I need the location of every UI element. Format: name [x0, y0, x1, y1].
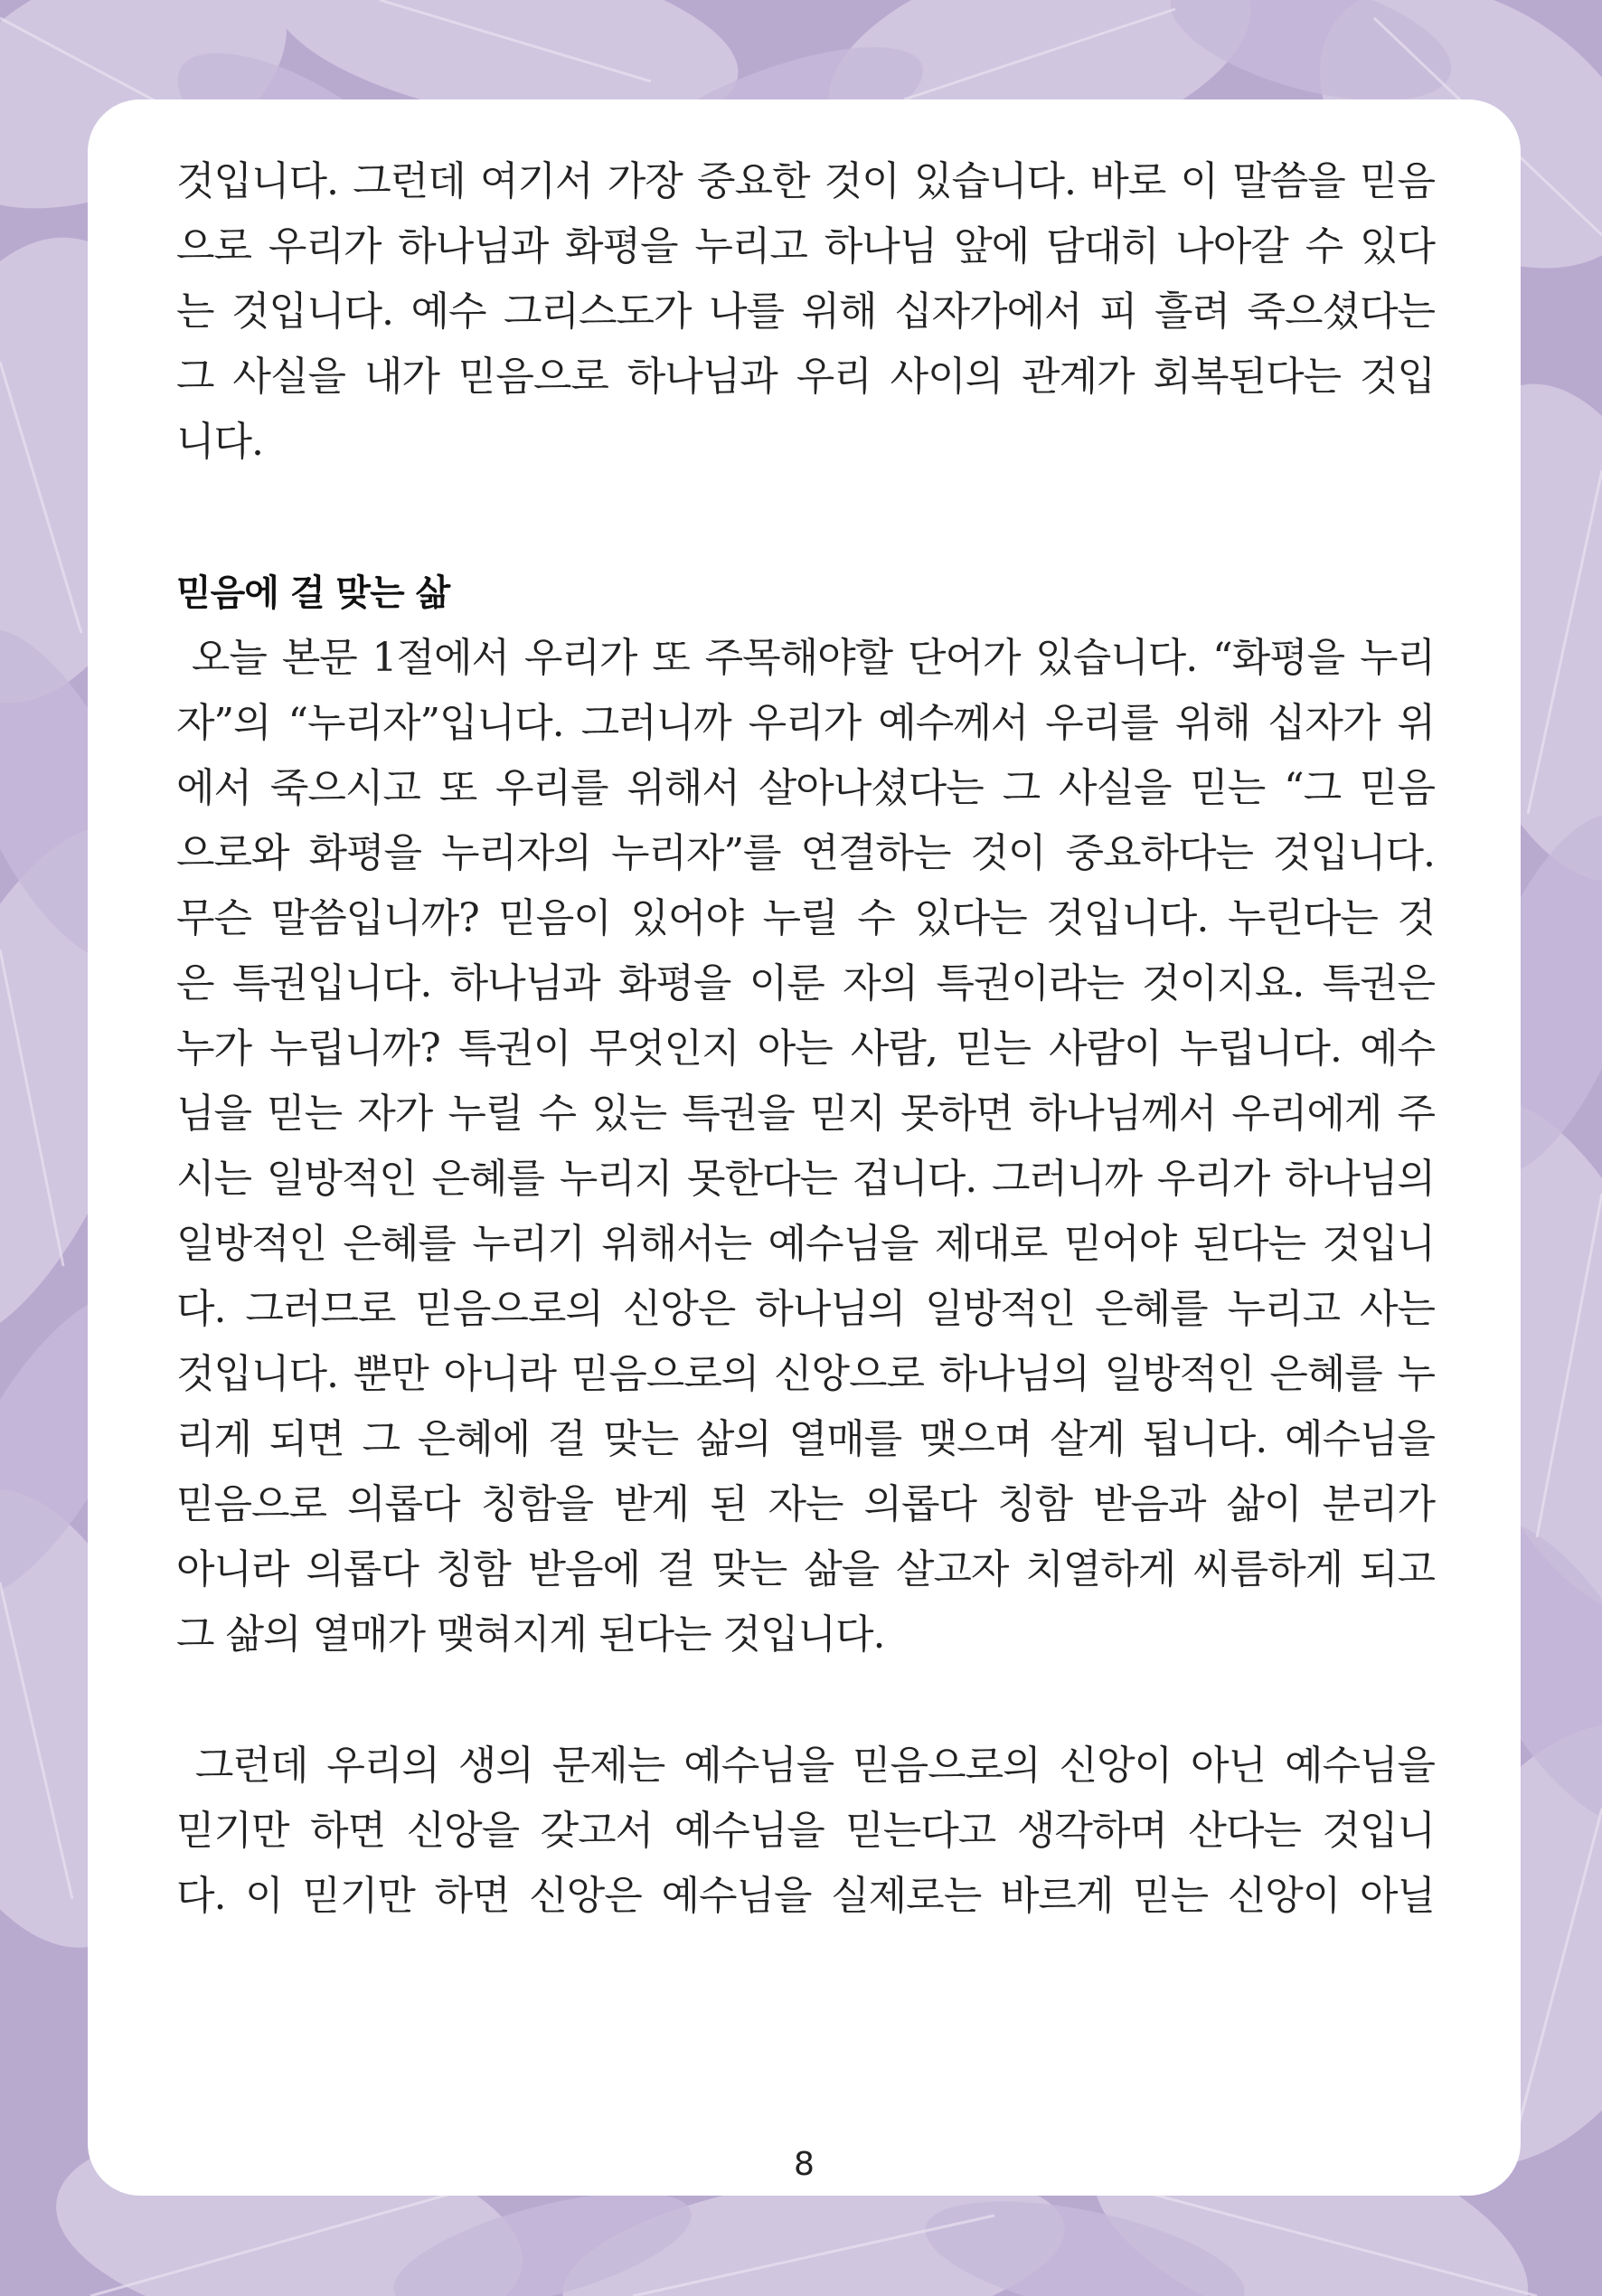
- text-line: 그런데 우리의 생의 문제는 예수님을 믿음으로의 신앙이 아닌 예수님을: [176, 1743, 1435, 1789]
- text-line: 다. 이 믿기만 하면 신앙은 예수님을 실제로는 바르게 믿는 신앙이 아닐: [176, 1873, 1435, 1919]
- page-card: [88, 99, 1521, 2196]
- page-number: 8: [794, 2146, 815, 2183]
- text-line: 일방적인 은혜를 누리기 위해서는 예수님을 제대로 믿어야 된다는 것입니: [176, 1221, 1435, 1267]
- text-line: 그 삶의 열매가 맺혀지게 된다는 것입니다.: [176, 1611, 885, 1658]
- page-body: [176, 149, 1435, 1929]
- text-line: 믿기만 하면 신앙을 갖고서 예수님을 믿는다고 생각하며 산다는 것입니: [176, 1808, 1435, 1854]
- text-line: 시는 일방적인 은혜를 누리지 못한다는 겁니다. 그러니까 우리가 하나님의: [176, 1156, 1435, 1202]
- text-line: 은 특권입니다. 하나님과 화평을 이룬 자의 특권이라는 것이지요. 특권은: [176, 960, 1435, 1006]
- text-line: 에서 죽으시고 또 우리를 위해서 살아나셨다는 그 사실을 믿는 “그 믿음: [176, 765, 1435, 811]
- section-heading: 믿음에 걸 맞는 삶: [176, 572, 450, 614]
- text-line: 그 사실을 내가 믿음으로 하나님과 우리 사이의 관계가 회복된다는 것입: [176, 354, 1435, 400]
- text-line: 것입니다. 뿐만 아니라 믿음으로의 신앙으로 하나님의 일방적인 은혜를 누: [176, 1351, 1435, 1397]
- paragraph-1: [176, 149, 1435, 475]
- text-line: 아니라 의롭다 칭함 받음에 걸 맞는 삶을 살고자 치열하게 씨름하게 되고: [176, 1546, 1435, 1592]
- text-line: 으로와 화평을 누리자의 누리자”를 연결하는 것이 중요하다는 것입니다.: [176, 830, 1435, 876]
- text-line: 는 것입니다. 예수 그리스도가 나를 위해 십자가에서 피 흘려 죽으셨다는: [176, 288, 1435, 335]
- text-line: 니다.: [176, 419, 263, 465]
- text-line: 무슨 말씀입니까? 믿음이 있어야 누릴 수 있다는 것입니다. 누린다는 것: [176, 895, 1435, 941]
- text-line: 님을 믿는 자가 누릴 수 있는 특권을 믿지 못하면 하나님께서 우리에게 주: [176, 1091, 1435, 1137]
- text-line: 으로 우리가 하나님과 화평을 누리고 하나님 앞에 담대히 나아갈 수 있다: [176, 223, 1435, 269]
- text-line: 자”의 “누리자”입니다. 그러니까 우리가 예수께서 우리를 위해 십자가 위: [176, 700, 1435, 746]
- text-line: 믿음으로 의롭다 칭함을 받게 된 자는 의롭다 칭함 받음과 삶이 분리가: [176, 1481, 1435, 1527]
- text-line: 것입니다. 그런데 여기서 가장 중요한 것이 있습니다. 바로 이 말씀을 믿음: [176, 158, 1435, 204]
- text-line: 오늘 본문 1절에서 우리가 또 주목해야할 단어가 있습니다. “화평을 누리: [176, 635, 1435, 681]
- paragraph-2: [176, 626, 1435, 1668]
- text-line: 누가 누립니까? 특권이 무엇인지 아는 사람, 믿는 사람이 누립니다. 예수: [176, 1025, 1435, 1072]
- paragraph-3: [176, 1734, 1435, 1929]
- text-line: 리게 되면 그 은혜에 걸 맞는 삶의 열매를 맺으며 살게 됩니다. 예수님을: [176, 1416, 1435, 1462]
- text-line: 다. 그러므로 믿음으로의 신앙은 하나님의 일방적인 은혜를 누리고 사는: [176, 1286, 1435, 1332]
